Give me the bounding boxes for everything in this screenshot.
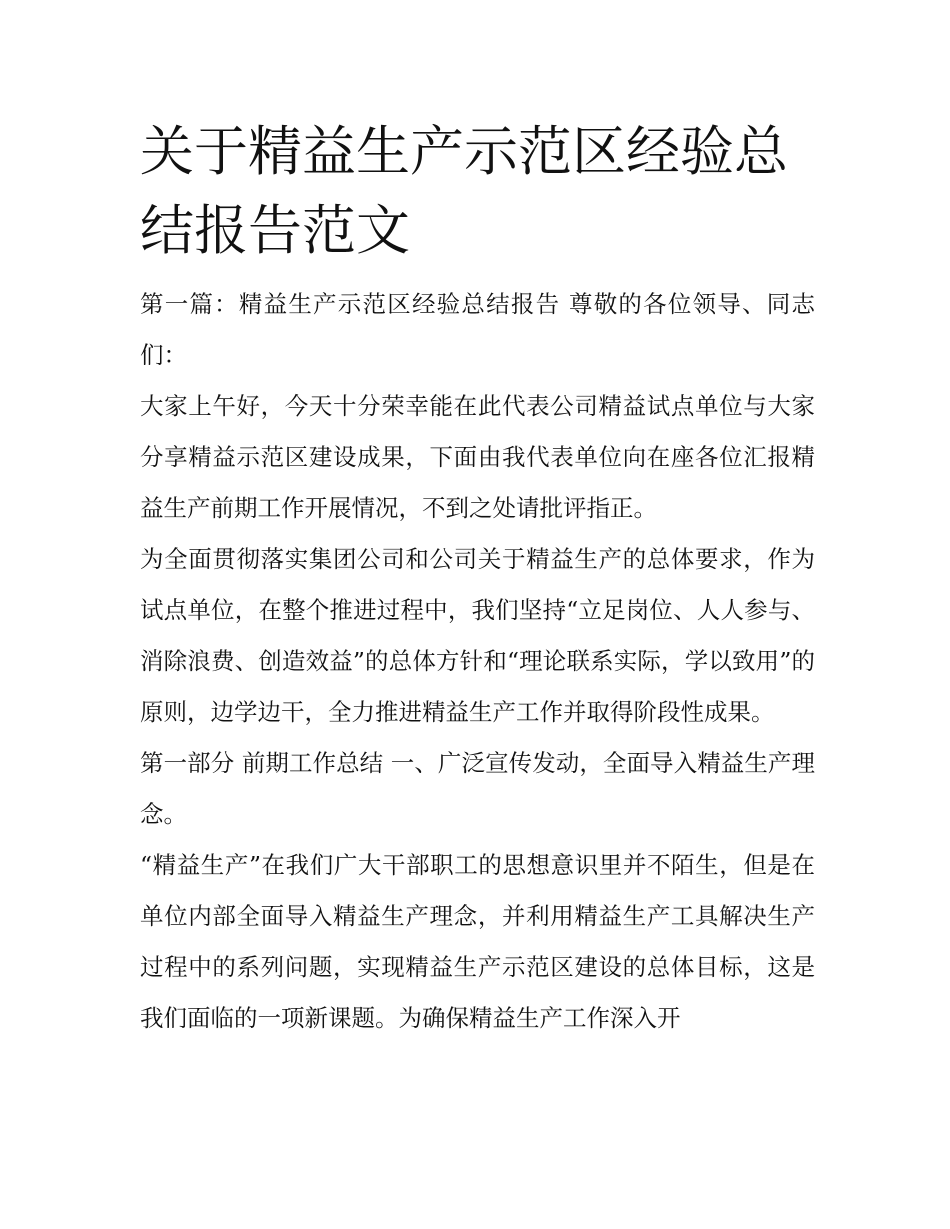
document-title: 关于精益生产示范区经验总结报告范文 — [140, 120, 788, 262]
document-body — [140, 279, 815, 1044]
paragraph-4: 第一部分 前期工作总结 一、广泛宣传发动，全面导入精益生产理念。 — [140, 749, 815, 828]
paragraph-1: 第一篇：精益生产示范区经验总结报告 尊敬的各位领导、同志们： — [140, 290, 815, 369]
paragraph-3: 为全面贯彻落实集团公司和公司关于精益生产的总体要求，作为试点单位，在整个推进过程中，我们坚持“立足岗位、人人参与、消除浪费、创造效益”的总体方针和“理论联系实际，学以致用”的原则，边学边干，全力推进精益生产工作并取得阶段性成果。 — [140, 545, 815, 726]
paragraph-2: 大家上午好，今天十分荣幸能在此代表公司精益试点单位与大家分享精益示范区建设成果，下面由我代表单位向在座各位汇报精益生产前期工作开展情况，不到之处请批评指正。 — [140, 392, 815, 522]
paragraph-5: “精益生产”在我们广大干部职工的思想意识里并不陌生，但是在单位内部全面导入精益生产理念，并利用精益生产工具解决生产过程中的系列问题，实现精益生产示范区建设的总体目标，这是我们面临的一项新课题。为确保精益生产工作深入开 — [140, 851, 815, 1032]
